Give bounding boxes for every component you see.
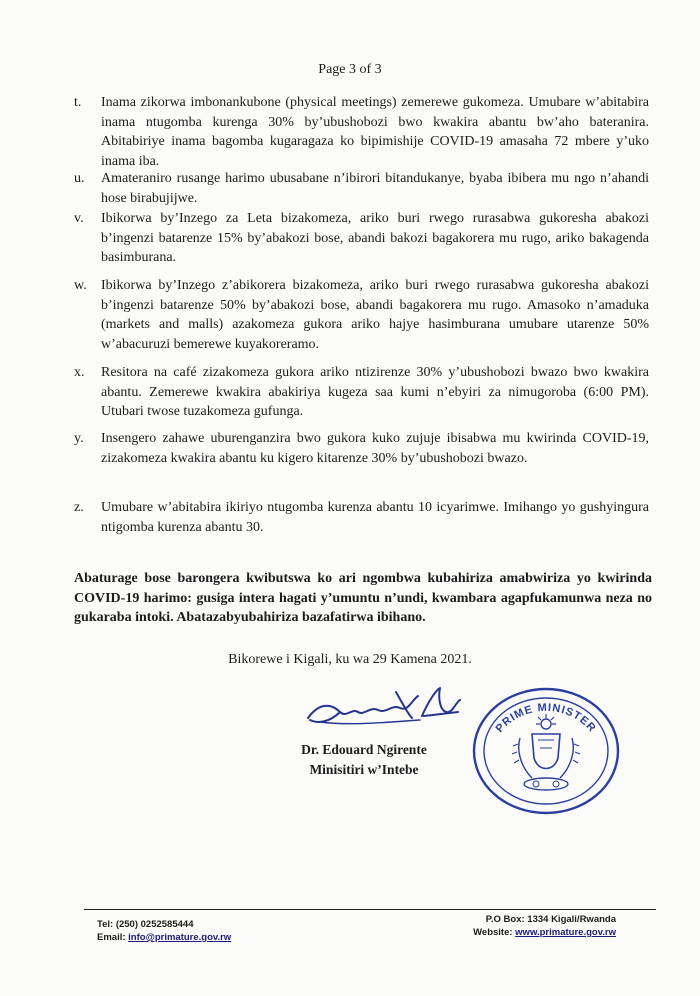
seal-text: PRIME MINISTER	[493, 701, 599, 735]
svg-text:PRIME MINISTER	[494, 702, 599, 735]
item-text: Insengero zahawe uburenganzira bwo gukora kuko zujuje ibisabwa mu kwirinda COVID-19, zizakomeza kwakira abantu ku kigero kitarenze 30% by’ubushobozi bwazo.	[101, 431, 649, 466]
item-text: Inama zikorwa imbonankubone (physical meetings) zemerewe gukomeza. Umubare w’abitabira inama ntugomba kurenga 30% by’ubushobozi bwo kwakira abantu bw’aho bateranira. Abitabiriye inama bagomba kugaragaza ko bipimishije COVID-19 amasaha 72 mbere y’uko inama iba.	[101, 95, 649, 169]
footer-contact	[97, 918, 231, 944]
list-item	[74, 93, 652, 171]
item-marker: z.	[74, 500, 84, 515]
list-item	[74, 209, 652, 268]
item-text: Amateraniro rusange harimo ubusabane n’ibirori bitandukanye, byaba ibibera mu ngo n’ahandi hose birabujijwe.	[101, 171, 649, 206]
office-seal	[472, 686, 620, 816]
list-item	[74, 276, 652, 354]
signature-image	[300, 682, 470, 730]
item-marker: u.	[74, 171, 85, 186]
footer-po-box: P.O Box: 1334 Kigali/Rwanda	[485, 914, 616, 925]
footer-divider	[84, 909, 656, 910]
signer-title: Minisitiri w’Intebe	[309, 762, 419, 777]
footer-tel: Tel: (250) 0252585444	[97, 919, 194, 930]
list-item	[74, 498, 652, 537]
place-and-date: Bikorewe i Kigali, ku wa 29 Kamena 2021.	[228, 652, 472, 667]
item-text: Umubare w’abitabira ikiriyo ntugomba kurenza abantu 10 icyarimwe. Imihango yo gushyingura ntigomba kurenza abantu 30.	[101, 500, 649, 535]
item-marker: w.	[74, 278, 87, 293]
footer-email-line	[97, 931, 231, 944]
item-marker: y.	[74, 431, 84, 446]
item-marker: t.	[74, 95, 82, 110]
list-item	[74, 169, 652, 208]
signer-block	[256, 740, 472, 780]
page-number: Page 3 of 3	[318, 62, 382, 77]
footer-email-label: Email:	[97, 932, 129, 943]
email-link[interactable]: info@primature.gov.rw	[128, 932, 232, 943]
signer-name: Dr. Edouard Ngirente	[301, 742, 427, 757]
item-text: Ibikorwa by’Inzego z’abikorera bizakomeza, ariko buri rwego rurasabwa gukoresha abakozi b’ingenzi batarenze 50% by’abakozi bose, abandi bagakorera mu rugo. Amasoko n’amaduka (markets and malls) azakomeza gukora ariko hajye hasimburana umubare utarenze 50% w’abacuruzi bemerewe kuyakoreramo.	[101, 278, 649, 352]
item-text: Ibikorwa by’Inzego za Leta bizakomeza, ariko buri rwego rurasabwa gukoresha abakozi b’ingenzi batarenze 15% by’abakozi bose, abandi bakozi bagakorera mu rugo, ariko bakagenda basimburana.	[101, 211, 649, 265]
website-link[interactable]: www.primature.gov.rw	[515, 927, 616, 938]
item-marker: x.	[74, 365, 85, 380]
list-item	[74, 429, 652, 468]
footer-website-label: Website:	[473, 927, 516, 938]
public-notice: Abaturage bose barongera kwibutswa ko ari ngombwa kubahiriza amabwiriza yo kwirinda COVID-19 harimo: gusiga intera hagati y’umuntu n’undi, kwambara agapfukamunwa neza no gukaraba intoki. Abatazabyubahiriza bazafatirwa ibihano.	[74, 571, 652, 625]
list-item	[74, 363, 652, 422]
item-marker: v.	[74, 211, 84, 226]
item-text: Resitora na café zizakomeza gukora ariko ntizirenze 30% y’ubushobozi bwazo bwo kwakira abantu. Zemerewe kwakira abakiriya kugeza saa kumi n’ebyiri za nimugoroba (6:00 PM). Utubari twose tuzakomeza gufunga.	[101, 365, 649, 419]
footer-website-line	[473, 926, 616, 939]
footer-address	[473, 913, 616, 939]
